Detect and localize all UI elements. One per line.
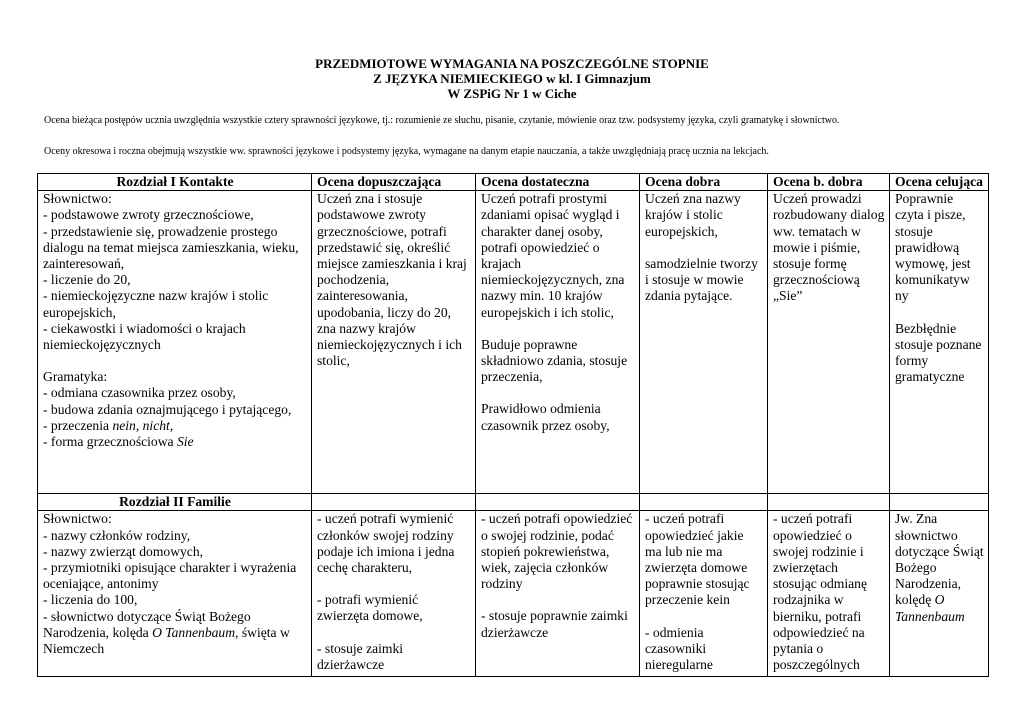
- list-item: - odmiana czasownika przez osoby,: [43, 385, 236, 401]
- section-title: Rozdział II Familie: [38, 494, 312, 511]
- section-header-row: [38, 174, 989, 191]
- table-row: [38, 191, 989, 494]
- list-item: - ciekawostki i wiadomości o krajach niemieckojęzycznych: [43, 320, 246, 353]
- list-item: - przymiotniki opisujące charakter i wyrażenia oceniające, antonimy: [43, 560, 297, 592]
- list-item: - nazwy zwierząt domowych,: [43, 543, 204, 559]
- requirement-text: Uczeń prowadzi rozbudowany dialog ww. tematach w mowie i piśmie, stosuje formę grzecznościową „Sie”: [773, 191, 885, 304]
- requirement-text: - uczeń potrafi opowiedzieć o swojej rodzinie, podać stopień pokrewieństwa, wiek, zajęcia członków rodziny: [481, 511, 633, 592]
- column-header-dostateczna: Ocena dostateczna: [476, 174, 640, 191]
- requirement-cell: [768, 511, 890, 677]
- content-cell: [38, 191, 312, 494]
- requirement-cell: [312, 191, 476, 494]
- requirement-text: - odmienia czasowniki nieregularne: [645, 624, 713, 673]
- list-item: - liczenia do 100,: [43, 592, 138, 608]
- vocabulary-label: Słownictwo:: [43, 191, 112, 207]
- requirement-text: - uczeń potrafi wymienić członków swojej rodziny podaje ich imiona i jedna cechę charakteru,: [317, 511, 455, 576]
- list-item: - forma grzecznościowa Sie: [43, 434, 194, 450]
- list-item: - niemieckojęzyczne nazw krajów i stolic europejskich,: [43, 288, 269, 320]
- empty-cell: [312, 494, 476, 511]
- table-row: [38, 511, 989, 677]
- section-title: Rozdział I Kontakte: [38, 174, 312, 191]
- requirement-text: Uczeń zna nazwy krajów i stolic europejskich,: [645, 191, 741, 239]
- requirement-text: samodzielnie tworzy i stosuje w mowie zdania pytające.: [645, 255, 758, 304]
- requirement-text: Prawidłowo odmienia czasownik przez osoby,: [481, 401, 610, 433]
- list-item: - przedstawienie się, prowadzenie prostego dialogu na temat miejsca zamieszkania, wieku, zainteresowań,: [43, 223, 299, 272]
- content-cell: [38, 511, 312, 677]
- requirement-cell: [640, 191, 768, 494]
- vocabulary-label: Słownictwo:: [43, 511, 112, 527]
- list-item: - budowa zdania oznajmującego i pytającego,: [43, 401, 292, 417]
- list-item: - słownictwo dotyczące Świąt Bożego Narodzenia, kolęda O Tannenbaum, święta w Niemczech: [43, 608, 290, 657]
- grammar-label: Gramatyka:: [43, 369, 108, 385]
- requirement-text: Uczeń zna i stosuje podstawowe zwroty grzecznościowe, potrafi przedstawić się, określić miejsce zamieszkania i kraj pochodzenia, zainteresowania, upodobania, liczy do 20, zna nazwy krajów niemieckojęzycznych i ich stolic,: [317, 191, 467, 369]
- empty-cell: [476, 494, 640, 511]
- requirement-text: Uczeń potrafi prostymi zdaniami opisać wygląd i charakter danej osoby, potrafi opowiedzieć o krajach niemieckojęzycznych, zna nazwy min. 10 krajów europejskich i ich stolic,: [481, 191, 625, 320]
- requirement-cell: [768, 191, 890, 494]
- list-item: - nazwy członków rodziny,: [43, 527, 191, 543]
- empty-cell: [890, 494, 989, 511]
- requirement-text: - stosuje poprawnie zaimki dzierżawcze: [481, 608, 628, 640]
- column-header-bdobra: Ocena b. dobra: [768, 174, 890, 191]
- column-header-dopuszczajaca: Ocena dopuszczająca: [312, 174, 476, 191]
- requirement-text: - potrafi wymienić zwierzęta domowe,: [317, 592, 423, 624]
- requirement-text: Buduje poprawne składniowo zdania, stosuje przeczenia,: [481, 336, 628, 385]
- list-item: - podstawowe zwroty grzecznościowe,: [43, 207, 254, 223]
- section-header-row: [38, 494, 989, 511]
- document-title-line-1: PRZEDMIOTOWE WYMAGANIA NA POSZCZEGÓLNE STOPNIE: [315, 56, 709, 71]
- requirement-text: - uczeń potrafi opowiedzieć jakie ma lub nie ma zwierzęta domowe poprawnie stosując przeczenie kein: [645, 511, 750, 608]
- empty-cell: [640, 494, 768, 511]
- requirement-text: - uczeń potrafi opowiedzieć o swojej rodzinie i zwierzętach stosując odmianę rodzajnika w bierniku, potrafi odpowiedzieć na pytania o poszczególnych: [773, 511, 868, 673]
- assessment-note-periodic: Oceny okresowa i roczna obejmują wszystkie ww. sprawności językowe i podsystemy języka, wymagane na danym etapie nauczania, a także uwzględniają pracę ucznia na lekcjach.: [44, 146, 769, 157]
- requirement-cell: [640, 511, 768, 677]
- document-title-line-2: Z JĘZYKA NIEMIECKIEGO w kl. I Gimnazjum: [373, 71, 651, 86]
- requirements-table: [37, 173, 989, 677]
- assessment-note-current: Ocena bieżąca postępów ucznia uwzględnia wszystkie cztery sprawności językowe, tj.: rozumienie ze słuchu, pisanie, czytanie, mówienie oraz tzw. podsystemy języka, czyli gramatykę i słownictwo.: [44, 115, 840, 126]
- requirement-cell: [476, 191, 640, 494]
- column-header-dobra: Ocena dobra: [640, 174, 768, 191]
- requirement-text: - stosuje zaimki dzierżawcze: [317, 640, 404, 672]
- empty-cell: [768, 494, 890, 511]
- requirement-cell: [890, 511, 989, 677]
- requirement-cell: [476, 511, 640, 677]
- requirement-text: Jw. Zna słownictwo dotyczące Świąt Bożego Narodzenia, kolędę O Tannenbaum: [895, 511, 984, 624]
- requirement-text: Bezbłędnie stosuje poznane formy gramatyczne: [895, 320, 982, 385]
- document-title-line-3: W ZSPiG Nr 1 w Ciche: [447, 86, 577, 101]
- requirement-text: Poprawnie czyta i pisze, stosuje prawidłową wymowę, jest komunikatyw ny: [895, 191, 971, 304]
- requirement-cell: [890, 191, 989, 494]
- list-item: - przeczenia nein, nicht,: [43, 417, 174, 433]
- column-header-celujaca: Ocena celująca: [890, 174, 989, 191]
- requirement-cell: [312, 511, 476, 677]
- list-item: - liczenie do 20,: [43, 272, 131, 288]
